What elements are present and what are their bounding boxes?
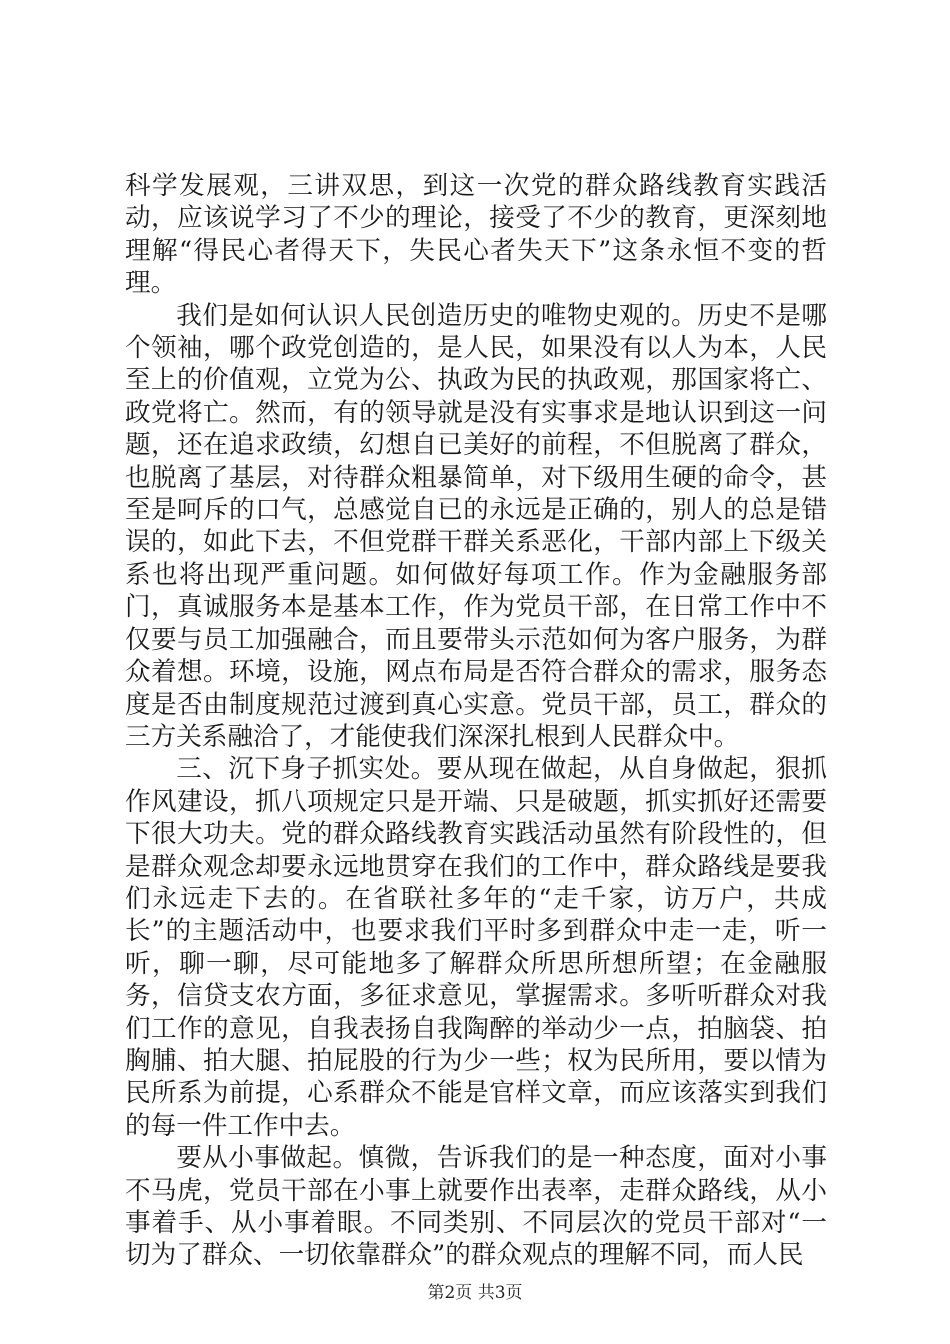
paragraph-2: 我们是如何认识人民创造历史的唯物史观的。历史不是哪个领袖，哪个政党创造的，是人民，如果没有以人为本，人民至上的价值观，立党为公、执政为民的执政观，那国家将亡、政党将亡。然而，有的领导就是没有实事求是地认识到这一问题，还在追求政绩，幻想自已美好的前程，不但脱离了群众，也脱离了基层，对待群众粗暴简单，对下级用生硬的命令，甚至是呵斥的口气，总感觉自已的永远是正确的，别人的总是错误的，如此下去，不但党群干群关系恶化，干部内部上下级关系也将出现严重问题。如何做好每项工作。作为金融服务部门，真诚服务本是基本工作，作为党员干部，在日常工作中不仅要与员工加强融合，而且要带头示范如何为客户服务，为群众着想。环境，设施，网点布局是否符合群众的需求，服务态度是否由制度规范过渡到真心实意。党员干部，员工，群众的三方关系融洽了，才能使我们深深扎根到人民群众中。 bbox=[125, 300, 827, 752]
paragraph-1: 科学发展观，三讲双思，到这一次党的群众路线教育实践活动，应该说学习了不少的理论，接受了不少的教育，更深刻地理解“得民心者得天下，失民心者失天下”这条永恒不变的哲理。 bbox=[125, 171, 827, 299]
paragraph-3: 三、沉下身子抓实处。要从现在做起，从自身做起，狠抓作风建设，抓八项规定只是开端、只是破题，抓实抓好还需要下很大功夫。党的群众路线教育实践活动虽然有阶段性的，但是群众观念却要永远地贯穿在我们的工作中，群众路线是要我们永远走下去的。在省联社多年的“走千家，访万户，共成长”的主题活动中，也要求我们平时多到群众中走一走，听一听，聊一聊，尽可能地多了解群众所思所想所望；在金融服务，信贷支农方面，多征求意见，掌握需求。多听听群众对我们工作的意见，自我表扬自我陶醉的举动少一点，拍脑袋、拍胸脯、拍大腿、拍屁股的行为少一些；权为民所用，要以情为民所系为前提，心系群众不能是官样文章，而应该落实到我们的每一件工作中去。 bbox=[125, 754, 827, 1141]
paragraph-4: 要从小事做起。慎微，告诉我们的是一种态度，面对小事不马虎，党员干部在小事上就要作出表率，走群众路线，从小事着手、从小事着眼。不同类别、不同层次的党员干部对“一切为了群众、一切依靠群众”的群众观点的理解不同，而人民 bbox=[125, 1143, 827, 1271]
body-text bbox=[125, 170, 827, 1272]
page-footer: 第2页 共3页 bbox=[427, 1283, 523, 1303]
